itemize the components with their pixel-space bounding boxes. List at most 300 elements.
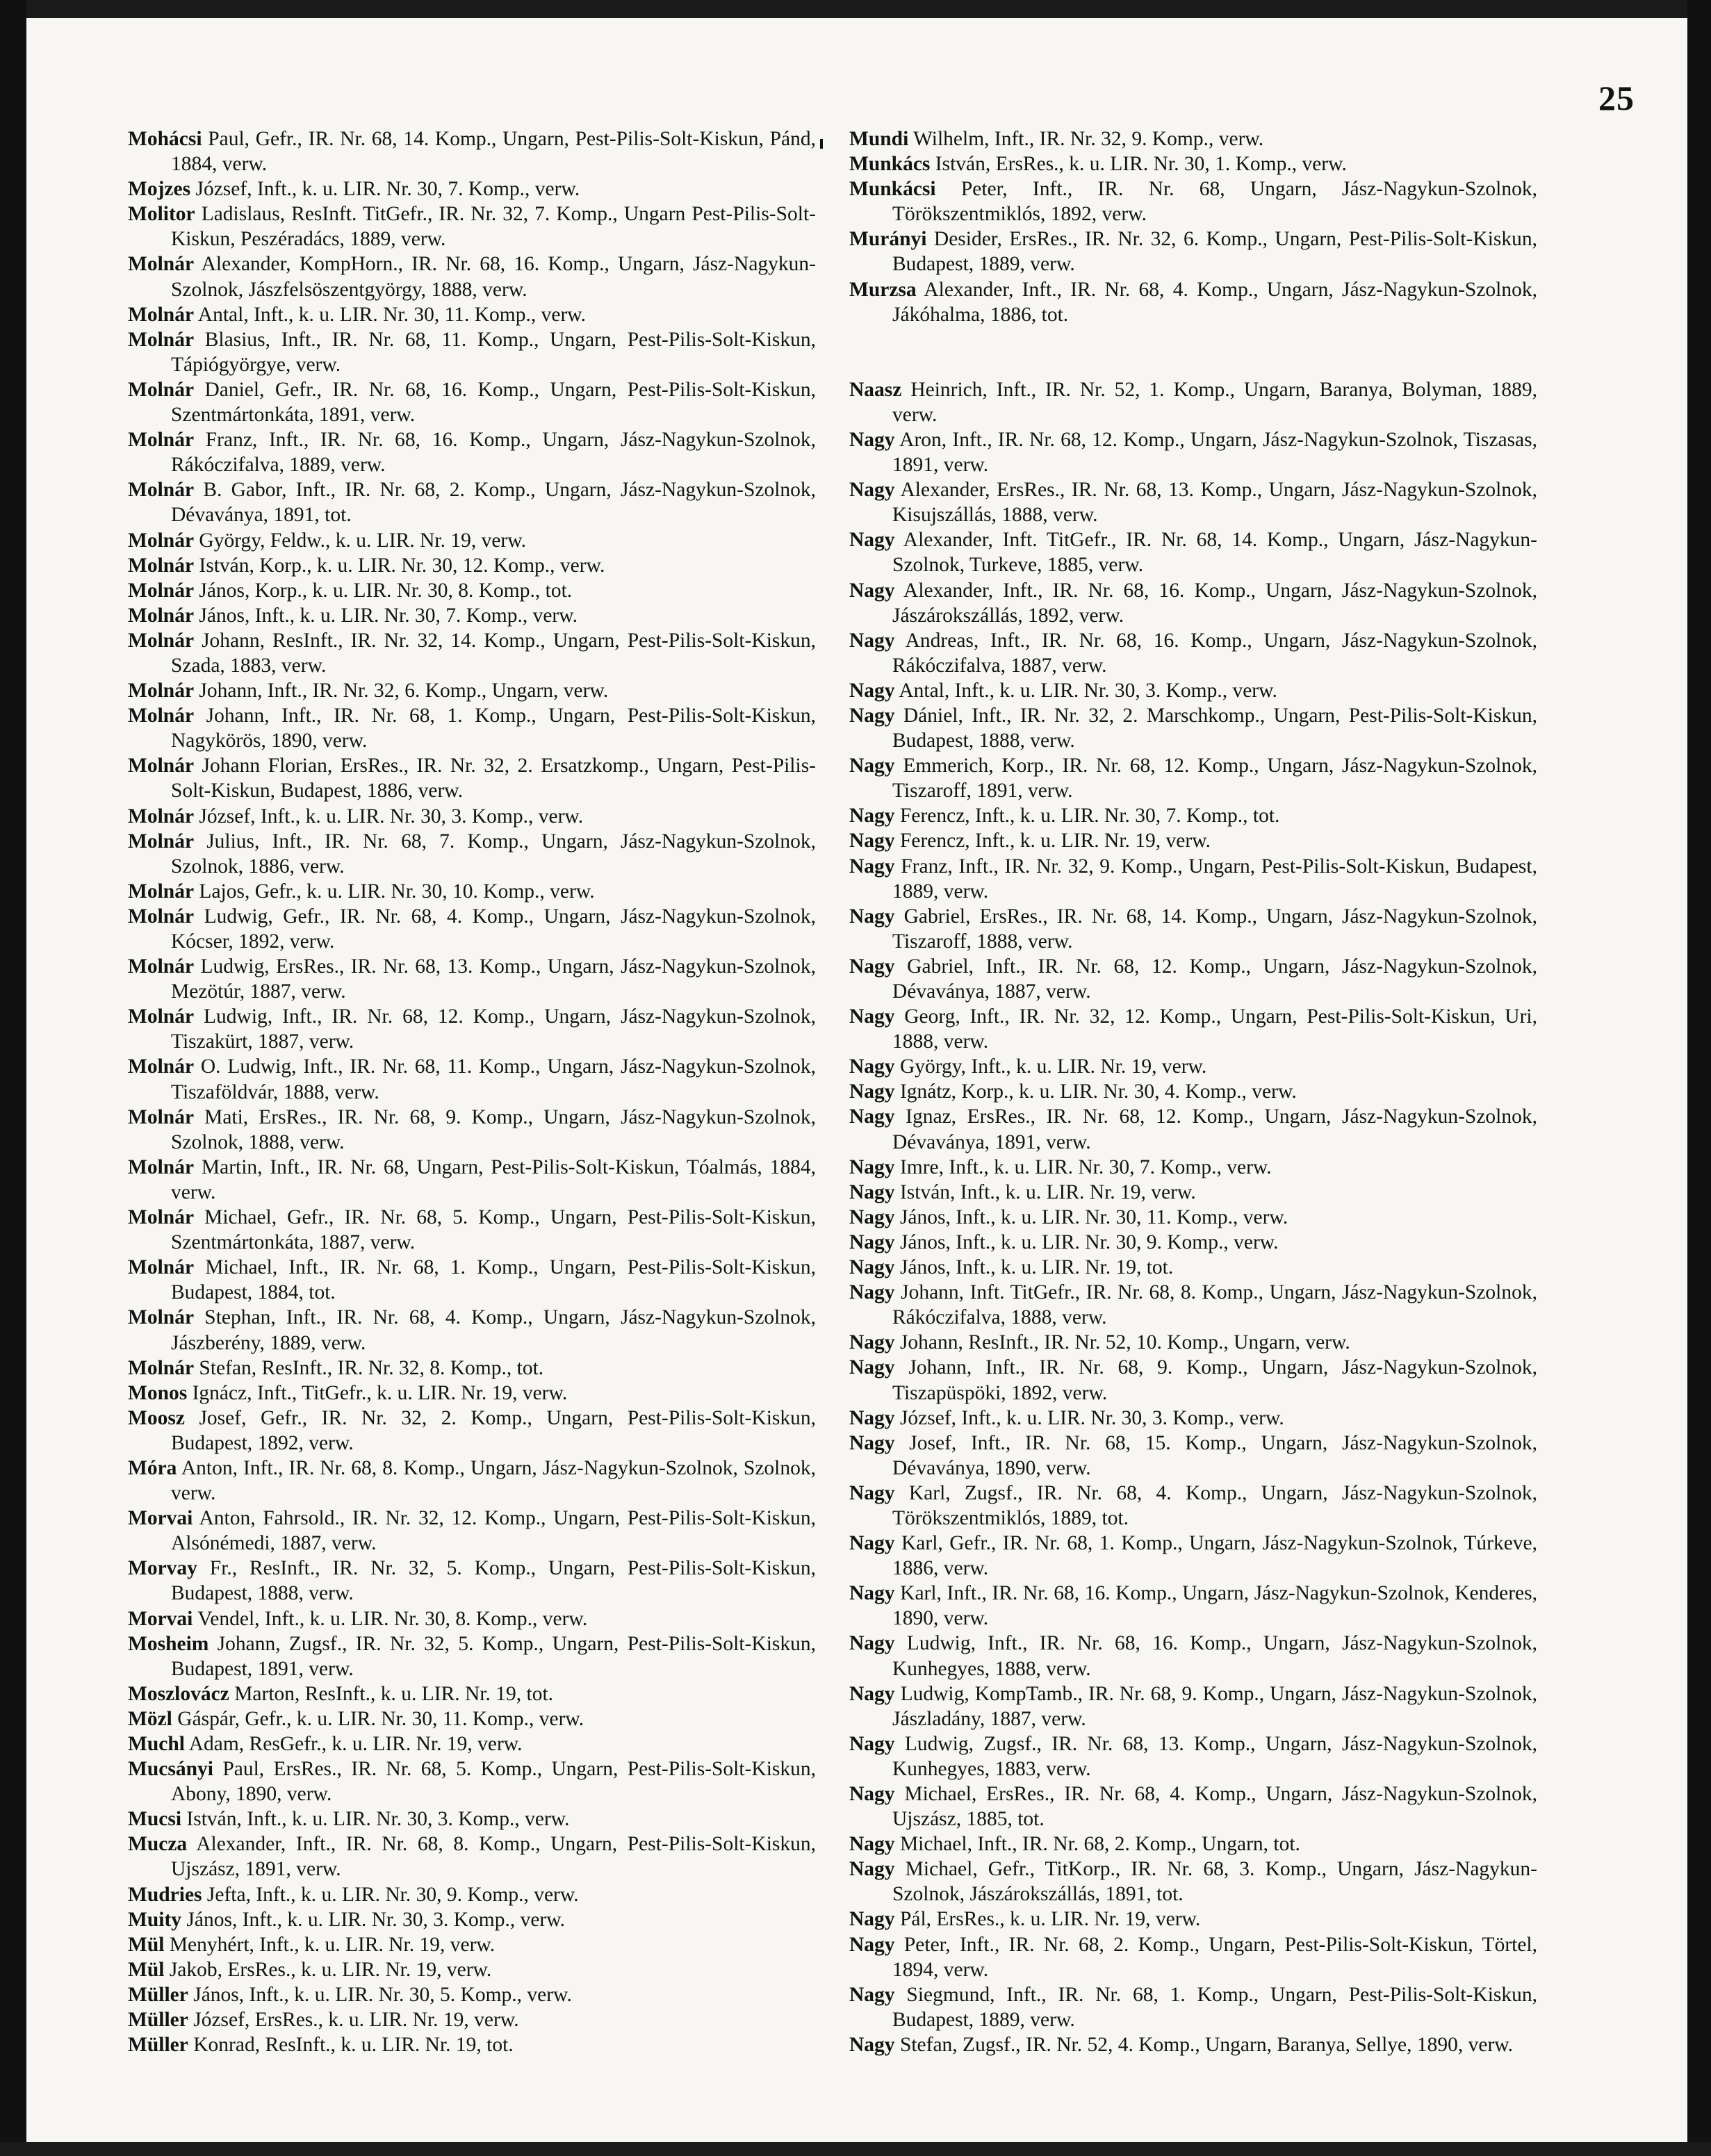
entry-surname: Molnár <box>128 579 195 602</box>
entry-details: Konrad, ResInft., k. u. LIR. Nr. 19, tot. <box>193 2034 514 2057</box>
list-item <box>128 1205 816 1255</box>
entry-surname: Molnár <box>128 830 195 853</box>
entry-surname: Monos <box>128 1381 188 1404</box>
entry-details: Emmerich, Korp., IR. Nr. 68, 12. Komp., Ungarn, Jász-Nagykun-Szolnok, Tiszaroff, 1891, verw. <box>892 755 1538 803</box>
list-item <box>128 1054 816 1104</box>
entry-details: Dániel, Inft., IR. Nr. 32, 2. Marschkomp., Ungarn, Pest-Pilis-Solt-Kiskun, Budapest, 1888, verw. <box>892 704 1537 752</box>
list-item <box>849 1781 1537 1832</box>
entry-surname: Morvai <box>128 1607 193 1630</box>
entry-surname: Nagy <box>849 704 895 727</box>
entry-details: János, Inft., k. u. LIR. Nr. 30, 5. Komp., verw. <box>193 1983 572 2006</box>
list-item <box>128 1406 816 1456</box>
margin-mark <box>14 101 17 115</box>
list-item <box>128 201 816 252</box>
list-item <box>128 954 816 1004</box>
entry-surname: Munkácsi <box>849 178 936 201</box>
entry-details: Franz, Inft., IR. Nr. 32, 9. Komp., Ungarn, Pest-Pilis-Solt-Kiskun, Budapest, 1889, verw. <box>892 855 1537 903</box>
entry-surname: Mucsányi <box>128 1758 213 1781</box>
list-item <box>128 879 816 904</box>
list-item <box>849 1330 1537 1355</box>
entry-surname: Nagy <box>849 1632 895 1655</box>
list-item <box>849 1431 1537 1481</box>
entry-surname: Molnár <box>128 1005 195 1028</box>
entry-surname: Nagy <box>849 1983 895 2006</box>
entry-details: Michael, Gefr., IR. Nr. 68, 5. Komp., Ungarn, Pest-Pilis-Solt-Kiskun, Szentmártonkáta, 1887, verw. <box>171 1206 816 1254</box>
list-item <box>849 1255 1537 1280</box>
entry-surname: Mundi <box>849 128 909 150</box>
entry-surname: Nagy <box>849 1833 895 1856</box>
entry-surname: Molnár <box>128 253 195 276</box>
entry-surname: Molnár <box>128 554 195 577</box>
entry-surname: Molnár <box>128 1306 195 1329</box>
entry-details: Georg, Inft., IR. Nr. 32, 12. Komp., Ungarn, Pest-Pilis-Solt-Kiskun, Uri, 1888, verw. <box>892 1005 1537 1053</box>
list-item <box>128 904 816 954</box>
entry-details: Wilhelm, Inft., IR. Nr. 32, 9. Komp., verw. <box>913 128 1264 150</box>
list-item <box>849 1731 1537 1781</box>
list-item <box>128 753 816 803</box>
entry-details: Ladislaus, ResInft. TitGefr., IR. Nr. 32, 7. Komp., Ungarn Pest-Pilis-Solt-Kiskun, Peszéradács, 1889, verw. <box>171 203 816 251</box>
list-item <box>128 327 816 377</box>
entry-surname: Mözl <box>128 1707 172 1730</box>
entry-details: Karl, Inft., IR. Nr. 68, 16. Komp., Ungarn, Jász-Nagykun-Szolnok, Kenderes, 1890, verw. <box>892 1582 1538 1630</box>
list-item <box>128 1255 816 1305</box>
entry-details: Adam, ResGefr., k. u. LIR. Nr. 19, verw. <box>188 1733 523 1755</box>
list-item <box>128 1631 816 1681</box>
entry-details: Stephan, Inft., IR. Nr. 68, 4. Komp., Ungarn, Jász-Nagykun-Szolnok, Jászberény, 1889, verw. <box>171 1306 816 1354</box>
list-item <box>128 2007 816 2032</box>
list-item <box>128 176 816 201</box>
entry-surname: Nagy <box>849 428 895 451</box>
entry-surname: Nagy <box>849 1005 895 1028</box>
entry-details: József, Inft., k. u. LIR. Nr. 30, 3. Komp., verw. <box>199 805 584 828</box>
entry-surname: Müller <box>128 2034 188 2057</box>
entry-details: Johann, ResInft., IR. Nr. 32, 14. Komp., Ungarn, Pest-Pilis-Solt-Kiskun, Szada, 1883, verw. <box>171 629 816 677</box>
entry-surname: Müller <box>128 2009 188 2032</box>
entry-surname: Mudries <box>128 1883 202 1906</box>
entry-surname: Nagy <box>849 805 895 828</box>
list-item <box>128 1882 816 1907</box>
list-item <box>849 954 1537 1004</box>
list-item <box>128 703 816 753</box>
list-item <box>128 427 816 477</box>
entry-surname: Munkács <box>849 153 931 176</box>
entry-details: Ludwig, ErsRes., IR. Nr. 68, 13. Komp., Ungarn, Jász-Nagykun-Szolnok, Mezötúr, 1887, verw. <box>171 955 817 1003</box>
entry-details: Ferencz, Inft., k. u. LIR. Nr. 30, 7. Komp., tot. <box>899 805 1280 828</box>
list-item <box>849 803 1537 828</box>
entry-details: Alexander, Inft., IR. Nr. 68, 8. Komp., Ungarn, Pest-Pilis-Solt-Kiskun, Ujszász, 1891, verw. <box>171 1833 817 1881</box>
entry-details: György, Inft., k. u. LIR. Nr. 19, verw. <box>899 1055 1207 1078</box>
entry-details: Jefta, Inft., k. u. LIR. Nr. 30, 9. Komp., verw. <box>206 1883 579 1906</box>
entry-details: Blasius, Inft., IR. Nr. 68, 11. Komp., Ungarn, Pest-Pilis-Solt-Kiskun, Tápiógyörgye, verw. <box>171 328 816 376</box>
entry-details: János, Korp., k. u. LIR. Nr. 30, 8. Komp., tot. <box>199 579 573 602</box>
entry-surname: Mosheim <box>128 1632 209 1655</box>
entry-surname: Nagy <box>849 1783 895 1805</box>
entry-surname: Mül <box>128 1933 165 1956</box>
entry-details: Alexander, Inft., IR. Nr. 68, 4. Komp., Ungarn, Jász-Nagykun-Szolnok, Jákóhalma, 1886, tot. <box>892 278 1537 326</box>
list-item <box>849 151 1537 176</box>
list-item <box>128 1957 816 1982</box>
entry-surname: Molnár <box>128 604 195 627</box>
list-item <box>849 1857 1537 1907</box>
list-item <box>849 1406 1537 1431</box>
entry-details: Ferencz, Inft., k. u. LIR. Nr. 19, verw. <box>899 830 1211 853</box>
entry-details: Antal, Inft., k. u. LIR. Nr. 30, 3. Komp., verw. <box>899 679 1277 702</box>
entry-details: Johann, Zugsf., IR. Nr. 32, 5. Komp., Ungarn, Pest-Pilis-Solt-Kiskun, Budapest, 1891, verw. <box>171 1632 816 1680</box>
entry-details: Josef, Inft., IR. Nr. 68, 15. Komp., Ungarn, Jász-Nagykun-Szolnok, Dévaványa, 1890, verw. <box>892 1431 1537 1479</box>
entry-surname: Nagy <box>849 1532 895 1555</box>
list-item <box>128 603 816 628</box>
list-item <box>128 678 816 703</box>
list-item <box>128 1731 816 1756</box>
entry-details: Alexander, Inft. TitGefr., IR. Nr. 68, 14. Komp., Ungarn, Jász-Nagykun-Szolnok, Turkeve, 1885, verw. <box>892 529 1537 577</box>
entry-surname: Molnár <box>128 1206 195 1229</box>
entry-details: Anton, Fahrsold., IR. Nr. 32, 12. Komp., Ungarn, Pest-Pilis-Solt-Kiskun, Alsónémedi, 1887, verw. <box>171 1507 817 1555</box>
list-item <box>128 804 816 829</box>
entry-details: Pál, ErsRes., k. u. LIR. Nr. 19, verw. <box>899 1908 1201 1931</box>
entry-details: Johann, Inft. TitGefr., IR. Nr. 68, 8. Komp., Ungarn, Jász-Nagykun-Szolnok, Rákóczifalva, 1888, verw. <box>892 1281 1537 1329</box>
list-item <box>128 1456 816 1506</box>
list-item <box>128 1105 816 1155</box>
entry-surname: Nagy <box>849 1682 895 1705</box>
entry-details: Marton, ResInft., k. u. LIR. Nr. 19, tot. <box>234 1682 554 1705</box>
entry-details: Martin, Inft., IR. Nr. 68, Ungarn, Pest-Pilis-Solt-Kiskun, Tóalmás, 1884, verw. <box>171 1155 816 1203</box>
entry-surname: Molnár <box>128 705 195 727</box>
entry-surname: Molnár <box>128 1256 195 1279</box>
list-item <box>849 1079 1537 1104</box>
entry-surname: Nagy <box>849 1933 895 1956</box>
entry-details: Johann, ResInft., IR. Nr. 52, 10. Komp., Ungarn, verw. <box>899 1331 1350 1354</box>
entry-details: Mati, ErsRes., IR. Nr. 68, 9. Komp., Ungarn, Jász-Nagykun-Szolnok, Szolnok, 1888, verw. <box>171 1105 816 1153</box>
entry-details: Michael, Inft., IR. Nr. 68, 2. Komp., Ungarn, tot. <box>899 1833 1300 1856</box>
list-item <box>849 1155 1537 1180</box>
list-item <box>128 1982 816 2007</box>
list-item <box>849 1205 1537 1230</box>
list-item <box>128 829 816 879</box>
list-item <box>849 377 1537 427</box>
list-item <box>128 1381 816 1406</box>
entry-surname: Molnár <box>128 479 195 502</box>
entry-details: Ludwig, Inft., IR. Nr. 68, 12. Komp., Ungarn, Jász-Nagykun-Szolnok, Tiszakürt, 1887, verw. <box>171 1005 817 1053</box>
entry-surname: Nagy <box>849 1080 895 1103</box>
list-item <box>128 1155 816 1205</box>
list-item <box>849 1230 1537 1255</box>
list-item <box>849 277 1537 327</box>
list-item <box>128 1004 816 1054</box>
entry-details: János, Inft., k. u. LIR. Nr. 30, 9. Komp., verw. <box>899 1231 1279 1253</box>
entry-surname: Nagy <box>849 1055 895 1078</box>
list-item <box>128 2032 816 2057</box>
entry-surname: Morvai <box>128 1507 193 1530</box>
scan-edge-right <box>1687 0 1711 2156</box>
entry-surname: Nagy <box>849 479 895 502</box>
entry-surname: Nagy <box>849 679 895 702</box>
entry-details: Johann, Inft., IR. Nr. 68, 9. Komp., Ungarn, Jász-Nagykun-Szolnok, Tiszapüspöki, 1892, verw. <box>892 1356 1537 1404</box>
entry-details: Ignaz, ErsRes., IR. Nr. 68, 12. Komp., Ungarn, Jász-Nagykun-Szolnok, Dévaványa, 1891, verw. <box>892 1105 1538 1153</box>
entry-details: Michael, ErsRes., IR. Nr. 68, 4. Komp., Ungarn, Jász-Nagykun-Szolnok, Ujszász, 1885, tot. <box>892 1783 1537 1831</box>
list-item <box>849 578 1537 628</box>
list-item <box>849 1104 1537 1154</box>
entry-details: István, Inft., k. u. LIR. Nr. 19, verw. <box>899 1180 1196 1203</box>
list-item <box>128 1706 816 1731</box>
list-item <box>128 1681 816 1706</box>
entry-surname: Mucza <box>128 1833 188 1856</box>
entry-surname: Nagy <box>849 529 895 552</box>
list-item <box>128 252 816 302</box>
entry-surname: Nagy <box>849 1155 895 1178</box>
entry-surname: Molnár <box>128 955 195 978</box>
entry-details: Paul, ErsRes., IR. Nr. 68, 5. Komp., Ungarn, Pest-Pilis-Solt-Kiskun, Abony, 1890, verw. <box>171 1758 816 1806</box>
entry-details: Michael, Inft., IR. Nr. 68, 1. Komp., Ungarn, Pest-Pilis-Solt-Kiskun, Budapest, 1884, tot. <box>171 1256 817 1304</box>
entry-details: Gabriel, Inft., IR. Nr. 68, 12. Komp., Ungarn, Jász-Nagykun-Szolnok, Dévaványa, 1887, verw. <box>892 955 1537 1003</box>
entry-details: József, Inft., k. u. LIR. Nr. 30, 7. Komp., verw. <box>195 178 580 201</box>
list-item <box>849 1004 1537 1054</box>
entry-surname: Molnár <box>128 905 195 928</box>
entry-surname: Murányi <box>849 228 927 251</box>
list-item <box>849 1832 1537 1857</box>
entry-details: Jakob, ErsRes., k. u. LIR. Nr. 19, verw. <box>169 1958 492 1981</box>
entry-surname: Mohácsi <box>128 128 202 150</box>
entry-surname: Molnár <box>128 805 195 828</box>
list-item <box>849 1280 1537 1330</box>
entry-details: Vendel, Inft., k. u. LIR. Nr. 30, 8. Komp., verw. <box>197 1607 588 1630</box>
entry-surname: Molnár <box>128 755 195 777</box>
entry-surname: Muchl <box>128 1733 185 1755</box>
entry-details: Johann, Inft., IR. Nr. 32, 6. Komp., Ungarn, verw. <box>199 680 609 702</box>
list-item <box>128 1756 816 1807</box>
entry-details: József, ErsRes., k. u. LIR. Nr. 19, verw. <box>193 2009 519 2032</box>
entry-surname: Nagy <box>849 955 895 978</box>
entry-details: Ludwig, Zugsf., IR. Nr. 68, 13. Komp., Ungarn, Jász-Nagykun-Szolnok, Kunhegyes, 1883, verw. <box>892 1732 1538 1780</box>
list-item <box>849 904 1537 954</box>
entry-surname: Molnár <box>128 629 195 652</box>
list-item <box>128 528 816 553</box>
list-item <box>128 302 816 327</box>
list-item <box>128 1932 816 1957</box>
left-column <box>128 126 816 2057</box>
entry-details: János, Inft., k. u. LIR. Nr. 19, tot. <box>899 1256 1174 1279</box>
entry-details: Paul, Gefr., IR. Nr. 68, 14. Komp., Ungarn, Pest-Pilis-Solt-Kiskun, Pánd, 1884, verw. <box>171 128 816 176</box>
entry-surname: Molitor <box>128 203 195 226</box>
entry-surname: Nagy <box>849 1406 895 1429</box>
list-item <box>128 377 816 427</box>
list-item <box>128 553 816 578</box>
list-item <box>849 1907 1537 1932</box>
scan-edge-left <box>0 0 26 2156</box>
entry-surname: Molnár <box>128 328 195 351</box>
entry-details: Anton, Inft., IR. Nr. 68, 8. Komp., Ungarn, Jász-Nagykun-Szolnok, Szolnok, verw. <box>171 1456 817 1505</box>
entry-surname: Moosz <box>128 1406 185 1429</box>
entry-details: Ignácz, Inft., TitGefr., k. u. LIR. Nr. 19, verw. <box>192 1381 568 1404</box>
entry-details: Ludwig, KompTamb., IR. Nr. 68, 9. Komp., Ungarn, Jász-Nagykun-Szolnok, Jászladány, 1887, verw. <box>892 1682 1537 1730</box>
page-number: 25 <box>1598 79 1635 117</box>
entry-surname: Molnár <box>128 429 195 452</box>
list-item <box>849 527 1537 577</box>
entry-surname: Nagy <box>849 1582 895 1605</box>
entry-surname: Nagy <box>849 1858 895 1881</box>
entry-surname: Nagy <box>849 855 895 878</box>
list-item <box>128 1356 816 1381</box>
entry-surname: Moszlovácz <box>128 1682 229 1705</box>
list-item <box>849 1681 1537 1731</box>
entry-details: Ignátz, Korp., k. u. LIR. Nr. 30, 4. Komp., verw. <box>899 1080 1297 1103</box>
entry-details: Josef, Gefr., IR. Nr. 32, 2. Komp., Ungarn, Pest-Pilis-Solt-Kiskun, Budapest, 1892, verw. <box>171 1406 817 1454</box>
entry-details: István, ErsRes., k. u. LIR. Nr. 30, 1. Komp., verw. <box>935 153 1347 176</box>
column-mark <box>820 139 823 149</box>
entry-surname: Nagy <box>849 1431 895 1454</box>
list-item <box>849 1355 1537 1405</box>
list-item <box>849 1481 1537 1531</box>
entry-surname: Nagy <box>849 1180 895 1203</box>
entry-details: Peter, Inft., IR. Nr. 68, Ungarn, Jász-Nagykun-Szolnok, Törökszentmiklós, 1892, verw. <box>892 178 1538 226</box>
list-item <box>128 1506 816 1556</box>
list-item <box>849 828 1537 853</box>
list-item <box>128 578 816 603</box>
list-item <box>849 678 1537 703</box>
entry-surname: Molnár <box>128 880 195 903</box>
entry-surname: Mojzes <box>128 178 191 201</box>
entry-surname: Nagy <box>849 1356 895 1379</box>
entry-details: Lajos, Gefr., k. u. LIR. Nr. 30, 10. Komp., verw. <box>199 880 595 903</box>
list-item <box>849 1054 1537 1079</box>
list-item <box>849 628 1537 678</box>
entry-details: György, Feldw., k. u. LIR. Nr. 19, verw. <box>199 529 527 552</box>
right-column <box>849 126 1537 2057</box>
entry-surname: Nagy <box>849 1231 895 1253</box>
list-item <box>849 1581 1537 1631</box>
entry-surname: Nagy <box>849 755 895 777</box>
entry-surname: Müller <box>128 1983 188 2006</box>
entry-details: Ludwig, Gefr., IR. Nr. 68, 4. Komp., Ungarn, Jász-Nagykun-Szolnok, Kócser, 1892, verw. <box>171 905 817 953</box>
entry-details: János, Inft., k. u. LIR. Nr. 30, 11. Komp., verw. <box>899 1205 1288 1228</box>
entry-surname: Mül <box>128 1958 165 1981</box>
entry-surname: Molnár <box>128 529 195 552</box>
list-item <box>128 126 816 176</box>
entry-surname: Molnár <box>128 1155 195 1178</box>
entry-details: István, Inft., k. u. LIR. Nr. 30, 3. Komp., verw. <box>186 1808 570 1831</box>
list-item <box>128 1807 816 1832</box>
list-item <box>849 703 1537 753</box>
list-item <box>849 427 1537 477</box>
list-item <box>849 1180 1537 1205</box>
entry-details: Alexander, ErsRes., IR. Nr. 68, 13. Komp., Ungarn, Jász-Nagykun-Szolnok, Kisujszállás, 1888, verw. <box>892 479 1538 527</box>
right-column-group-mu <box>849 126 1537 327</box>
entry-surname: Nagy <box>849 1908 895 1931</box>
entry-surname: Morvay <box>128 1557 197 1580</box>
entry-details: Gáspár, Gefr., k. u. LIR. Nr. 30, 11. Komp., verw. <box>177 1707 584 1730</box>
entry-surname: Naasz <box>849 378 902 401</box>
entry-surname: Nagy <box>849 1331 895 1354</box>
right-column-group-na <box>849 377 1537 2057</box>
entry-surname: Móra <box>128 1456 177 1479</box>
scan-edge-bottom <box>0 2142 1711 2156</box>
entry-surname: Nagy <box>849 579 895 602</box>
entry-surname: Nagy <box>849 2033 895 2056</box>
list-item <box>849 477 1537 527</box>
list-item <box>128 1907 816 1932</box>
entry-details: Heinrich, Inft., IR. Nr. 52, 1. Komp., Ungarn, Baranya, Bolyman, 1889, verw. <box>892 378 1538 426</box>
entry-surname: Molnár <box>128 303 195 326</box>
entry-details: Aron, Inft., IR. Nr. 68, 12. Komp., Ungarn, Jász-Nagykun-Szolnok, Tiszasas, 1891, verw. <box>892 428 1538 477</box>
list-item <box>128 1606 816 1631</box>
entry-details: Alexander, Inft., IR. Nr. 68, 16. Komp., Ungarn, Jász-Nagykun-Szolnok, Jászárokszállás, 1892, verw. <box>892 579 1537 627</box>
entry-surname: Nagy <box>849 629 895 652</box>
list-item <box>849 227 1537 277</box>
entry-details: János, Inft., k. u. LIR. Nr. 30, 3. Komp., verw. <box>186 1908 566 1931</box>
list-item <box>849 854 1537 904</box>
entry-details: István, Korp., k. u. LIR. Nr. 30, 12. Komp., verw. <box>199 554 605 577</box>
entry-details: Fr., ResInft., IR. Nr. 32, 5. Komp., Ungarn, Pest-Pilis-Solt-Kiskun, Budapest, 1888, verw. <box>171 1557 816 1605</box>
list-item <box>849 1982 1537 2032</box>
entry-details: Stefan, ResInft., IR. Nr. 32, 8. Komp., tot. <box>199 1356 544 1379</box>
entry-details: Johann Florian, ErsRes., IR. Nr. 32, 2. Ersatzkomp., Ungarn, Pest-Pilis-Solt-Kiskun, Budapest, 1886, verw. <box>171 755 816 803</box>
list-item <box>849 753 1537 803</box>
list-item <box>128 628 816 678</box>
entry-details: Menyhért, Inft., k. u. LIR. Nr. 19, verw. <box>169 1933 496 1956</box>
entry-details: Karl, Gefr., IR. Nr. 68, 1. Komp., Ungarn, Jász-Nagykun-Szolnok, Túrkeve, 1886, verw. <box>892 1532 1538 1580</box>
entry-details: Gabriel, ErsRes., IR. Nr. 68, 14. Komp., Ungarn, Jász-Nagykun-Szolnok, Tiszaroff, 1888, verw. <box>892 905 1537 953</box>
entry-surname: Molnár <box>128 680 195 702</box>
entry-surname: Nagy <box>849 1256 895 1279</box>
list-item <box>849 126 1537 151</box>
entry-details: Antal, Inft., k. u. LIR. Nr. 30, 11. Komp., verw. <box>197 303 587 326</box>
list-item <box>849 1531 1537 1581</box>
entry-details: Michael, Gefr., TitKorp., IR. Nr. 68, 3. Komp., Ungarn, Jász-Nagykun-Szolnok, Jászárokszállás, 1891, tot. <box>892 1858 1538 1906</box>
entry-surname: Molnár <box>128 1356 195 1379</box>
list-item <box>128 1556 816 1606</box>
list-item <box>849 176 1537 227</box>
entry-surname: Nagy <box>849 1205 895 1228</box>
entry-surname: Nagy <box>849 1732 895 1755</box>
entry-details: Ludwig, Inft., IR. Nr. 68, 16. Komp., Ungarn, Jász-Nagykun-Szolnok, Kunhegyes, 1888, verw. <box>892 1632 1537 1680</box>
entry-details: Siegmund, Inft., IR. Nr. 68, 1. Komp., Ungarn, Pest-Pilis-Solt-Kiskun, Budapest, 1889, verw. <box>892 1983 1538 2031</box>
list-item <box>849 1932 1537 1982</box>
entry-details: János, Inft., k. u. LIR. Nr. 30, 7. Komp., verw. <box>199 604 578 627</box>
section-gap <box>849 327 1537 377</box>
entry-details: B. Gabor, Inft., IR. Nr. 68, 2. Komp., Ungarn, Jász-Nagykun-Szolnok, Dévaványa, 1891, tot. <box>171 479 817 527</box>
entry-details: József, Inft., k. u. LIR. Nr. 30, 3. Komp., verw. <box>899 1406 1284 1429</box>
entry-details: O. Ludwig, Inft., IR. Nr. 68, 11. Komp., Ungarn, Jász-Nagykun-Szolnok, Tiszaföldvár, 1888, verw. <box>171 1055 817 1103</box>
entry-surname: Nagy <box>849 1281 895 1304</box>
entry-details: Alexander, KompHorn., IR. Nr. 68, 16. Komp., Ungarn, Jász-Nagykun-Szolnok, Jászfelsöszentgyörgy, 1888, verw. <box>171 253 817 301</box>
entry-details: Stefan, Zugsf., IR. Nr. 52, 4. Komp., Ungarn, Baranya, Sellye, 1890, verw. <box>899 2033 1514 2056</box>
entry-surname: Muity <box>128 1908 182 1931</box>
entry-details: Imre, Inft., k. u. LIR. Nr. 30, 7. Komp., verw. <box>899 1155 1272 1178</box>
list-item <box>128 477 816 527</box>
entry-details: Daniel, Gefr., IR. Nr. 68, 16. Komp., Ungarn, Pest-Pilis-Solt-Kiskun, Szentmártonkáta, 1891, verw. <box>171 378 816 427</box>
entry-surname: Nagy <box>849 1481 895 1504</box>
list-item <box>128 1305 816 1355</box>
entry-surname: Molnár <box>128 378 195 401</box>
entry-surname: Mucsi <box>128 1808 182 1831</box>
entry-details: Andreas, Inft., IR. Nr. 68, 16. Komp., Ungarn, Jász-Nagykun-Szolnok, Rákóczifalva, 1887, verw. <box>892 629 1537 677</box>
scan-edge-top <box>0 0 1711 18</box>
list-item <box>849 1631 1537 1681</box>
entry-surname: Murzsa <box>849 278 917 301</box>
entry-details: Johann, Inft., IR. Nr. 68, 1. Komp., Ungarn, Pest-Pilis-Solt-Kiskun, Nagykörös, 1890, verw. <box>171 705 816 752</box>
entry-details: Julius, Inft., IR. Nr. 68, 7. Komp., Ungarn, Jász-Nagykun-Szolnok, Szolnok, 1886, verw. <box>171 830 816 878</box>
entry-surname: Molnár <box>128 1105 195 1128</box>
entry-surname: Nagy <box>849 1105 895 1128</box>
entry-details: Desider, ErsRes., IR. Nr. 32, 6. Komp., Ungarn, Pest-Pilis-Solt-Kiskun, Budapest, 1889, verw. <box>892 228 1537 276</box>
list-item <box>849 2032 1537 2057</box>
entry-details: Peter, Inft., IR. Nr. 68, 2. Komp., Ungarn, Pest-Pilis-Solt-Kiskun, Törtel, 1894, verw. <box>892 1933 1538 1981</box>
entry-details: Franz, Inft., IR. Nr. 68, 16. Komp., Ungarn, Jász-Nagykun-Szolnok, Rákóczifalva, 1889, verw. <box>171 429 817 477</box>
entry-details: Karl, Zugsf., IR. Nr. 68, 4. Komp., Ungarn, Jász-Nagykun-Szolnok, Törökszentmiklós, 1889, tot. <box>892 1481 1537 1529</box>
entry-surname: Molnár <box>128 1055 195 1078</box>
entry-surname: Nagy <box>849 905 895 928</box>
list-item <box>128 1832 816 1882</box>
entry-surname: Nagy <box>849 830 895 853</box>
